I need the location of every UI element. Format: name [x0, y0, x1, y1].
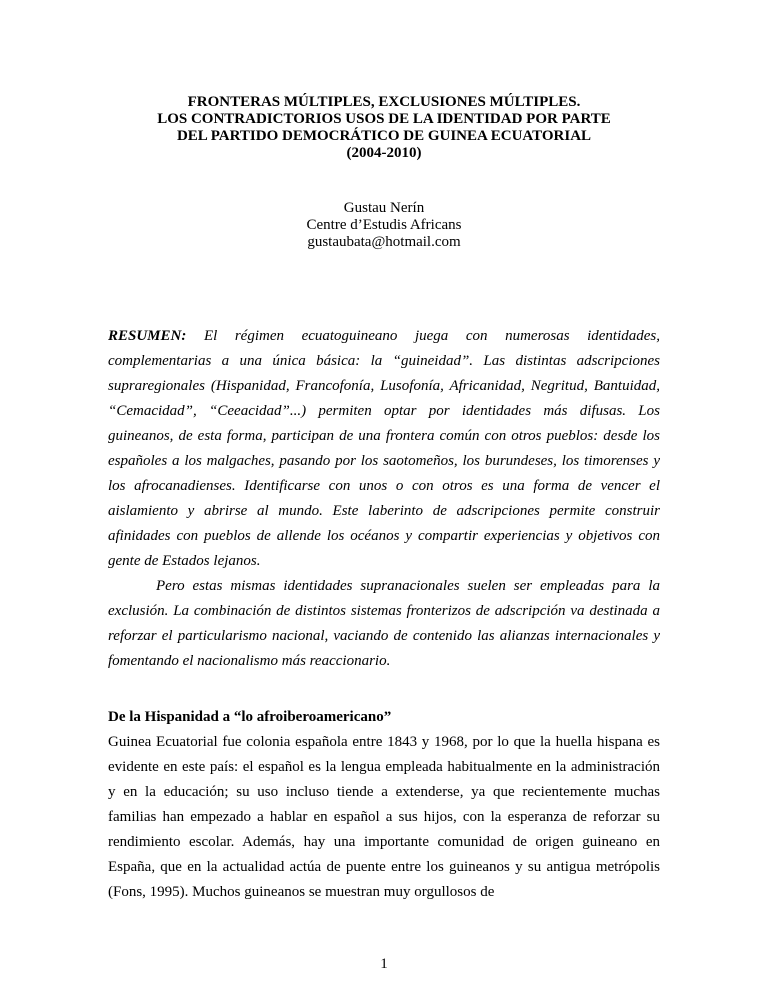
author-name: Gustau Nerín [343, 200, 425, 216]
title-line-4: (2004-2010) [346, 145, 422, 161]
abstract [108, 324, 660, 674]
paper-title [0, 94, 768, 162]
title-line-1: FRONTERAS MÚLTIPLES, EXCLUSIONES MÚLTIPLES. [187, 94, 581, 110]
section-heading: De la Hispanidad a “lo afroiberoamericano” [108, 709, 392, 725]
title-line-2: LOS CONTRADICTORIOS USOS DE LA IDENTIDAD POR PARTE [157, 111, 611, 127]
abstract-label: RESUMEN: [108, 328, 187, 344]
section-body [108, 705, 660, 905]
author-email: gustaubata@hotmail.com [307, 234, 461, 250]
section-paragraph: Guinea Ecuatorial fue colonia española entre 1843 y 1968, por lo que la huella hispana es evidente en este país: el español es la lengua empleada habitualmente en la administración y en la educación; su uso incluso tiende a extenderse, ya que recientemente muchas familias han empezado a hablar en español a sus hijos, con la esperanza de reforzar su rendimiento escolar. Además, hay una importante comunidad de origen guineano en España, que en la actualidad actúa de puente entre los guineanos y su antigua metrópolis (Fons, 1995). Muchos guineanos se muestran muy orgullosos de [108, 734, 660, 900]
abstract-paragraph-1 [108, 324, 660, 574]
page-number: 1 [380, 956, 388, 972]
abstract-text-1: El régimen ecuatoguineano juega con numerosas identidades, complementarias a una única básica: la “guineidad”. Las distintas adscripciones supraregionales (Hispanidad, Francofonía, Lusofonía, Africanidad, Negritud, Bantuidad, “Cemacidad”, “Ceeacidad”...) permiten optar por identidades más difusas. Los guineanos, de esta forma, participan de una frontera común con otros pueblos: desde los españoles a los malgaches, pasando por los saotomeños, los burundeses, los timorenses y los afrocanadienses. Identificarse con unos o con otros es una forma de vencer el aislamiento y abrirse al mundo. Este laberinto de adscripciones permite construir afinidades con pueblos de allende los océanos y compartir experiencias y objetivos con gente de Estados lejanos. [108, 328, 661, 569]
abstract-paragraph-2: Pero estas mismas identidades supranacionales suelen ser empleadas para la exclusión. La combinación de distintos sistemas fronterizos de adscripción va destinada a reforzar el particularismo nacional, vaciando de contenido las alianzas internacionales y fomentando el nacionalismo más reaccionario. [108, 578, 660, 669]
author-affiliation: Centre d’Estudis Africans [306, 217, 462, 233]
author-info [0, 200, 768, 251]
title-line-3: DEL PARTIDO DEMOCRÁTICO DE GUINEA ECUATORIAL [176, 128, 592, 144]
